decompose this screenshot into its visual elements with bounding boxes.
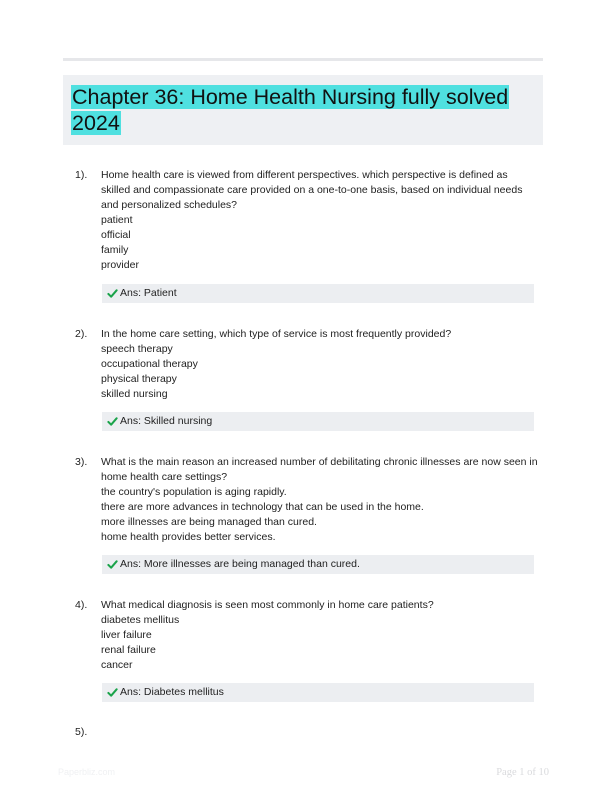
page-title-text: Chapter 36: Home Health Nursing fully solved 2024 [72, 85, 509, 135]
question-number: 3). [75, 456, 88, 468]
option-c: family [101, 244, 129, 256]
option-b: official [101, 229, 131, 241]
option-a: diabetes mellitus [101, 614, 180, 626]
question-number: 4). [75, 599, 88, 611]
option-c: more illnesses are being managed than cured. [101, 516, 317, 528]
answer-text: Ans: More illnesses are being managed than cured. [120, 558, 360, 570]
check-icon [107, 559, 118, 570]
question-body [101, 327, 539, 402]
option-a: speech therapy [101, 343, 173, 355]
answer-box-1 [102, 284, 534, 303]
top-divider [63, 58, 543, 61]
question-text: What is the main reason an increased number of debilitating chronic illnesses are now seen in home health care settings? [101, 456, 538, 483]
option-d: provider [101, 259, 139, 271]
check-icon [107, 288, 118, 299]
question-text: In the home care setting, which type of service is most frequently provided? [101, 328, 452, 340]
answer-box-2 [102, 412, 534, 431]
option-b: liver failure [101, 629, 152, 641]
question-body [101, 598, 539, 673]
question-number: 2). [75, 328, 88, 340]
option-c: physical therapy [101, 373, 177, 385]
option-b: occupational therapy [101, 358, 198, 370]
answer-box-4 [102, 683, 534, 702]
option-d: skilled nursing [101, 388, 168, 400]
check-icon [107, 687, 118, 698]
option-a: the country's population is aging rapidly. [101, 486, 287, 498]
title-banner [63, 75, 543, 145]
option-d: home health provides better services. [101, 531, 276, 543]
watermark: Paperbliz.com [58, 767, 116, 777]
question-body [101, 168, 539, 273]
option-c: renal failure [101, 644, 156, 656]
option-a: patient [101, 214, 133, 226]
page-indicator: Page 1 of 10 [496, 767, 549, 778]
answer-box-3 [102, 555, 534, 574]
question-number: 1). [75, 169, 88, 181]
question-text: What medical diagnosis is seen most commonly in home care patients? [101, 599, 434, 611]
page-title [71, 84, 531, 136]
answer-text: Ans: Diabetes mellitus [120, 686, 224, 698]
option-b: there are more advances in technology that can be used in the home. [101, 501, 424, 513]
answer-text: Ans: Patient [120, 287, 177, 299]
answer-text: Ans: Skilled nursing [120, 415, 213, 427]
question-number: 5). [75, 726, 88, 738]
option-d: cancer [101, 659, 133, 671]
question-text: Home health care is viewed from different perspectives. which perspective is defined as skilled and compassionate care provided on a one-to-one basis, based on individual needs and personalized schedules? [101, 169, 523, 211]
check-icon [107, 416, 118, 427]
question-body [101, 455, 539, 545]
